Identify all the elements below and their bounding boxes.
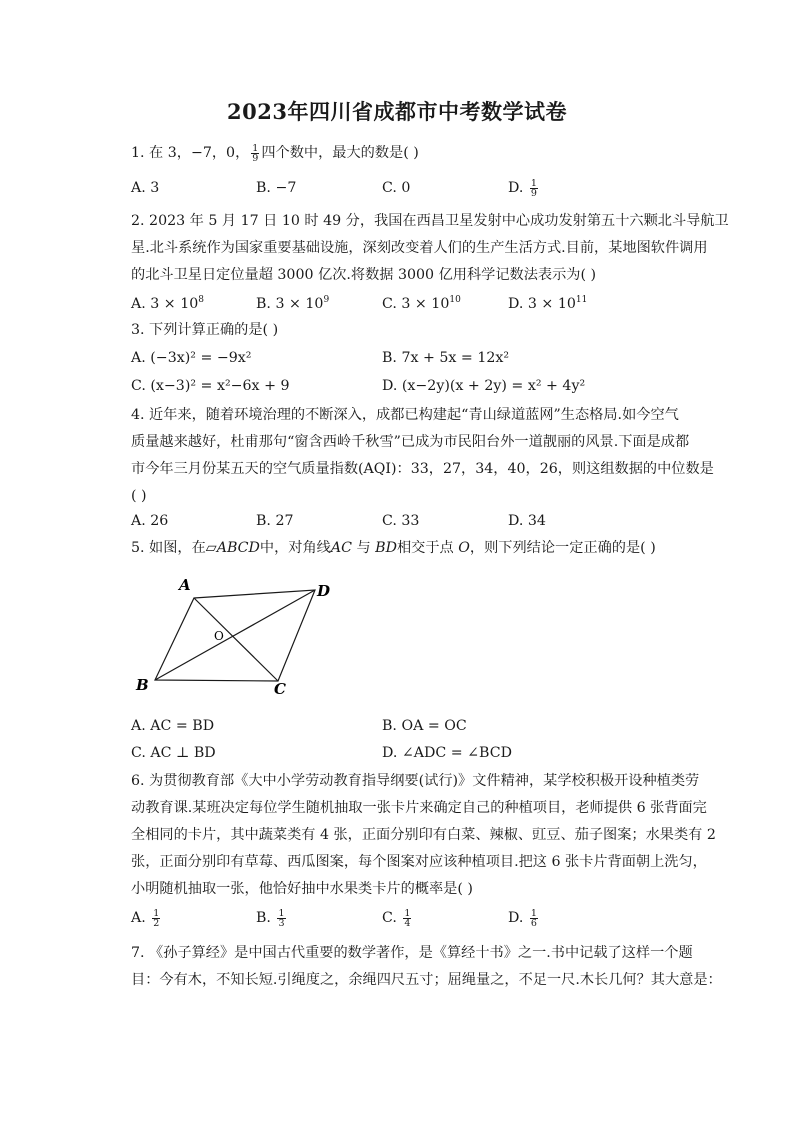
q6-b-num: 1 <box>278 907 285 919</box>
diagonal-bd <box>155 590 315 680</box>
q5-stem-post: ，则下列结论一定正确的是( ) <box>469 540 656 556</box>
q2-b-base: B. 3 × 10 <box>256 296 324 312</box>
q6-option-d <box>508 908 540 928</box>
vertex-label-b: B <box>136 676 149 694</box>
vertex-label-a: A <box>179 576 191 594</box>
q4-line-3: 市今年三月份某五天的空气质量指数(AQI)：33，27，34，40，26，则这组数据的中位数是 <box>131 461 714 477</box>
q1-option-d <box>508 178 540 198</box>
q2-option-c <box>382 294 461 314</box>
q6-c-pre: C. <box>382 910 402 926</box>
q6-a-num: 1 <box>153 907 160 919</box>
q4-line-4: ( ) <box>131 488 147 504</box>
q4-line-1: 4. 近年来，随着环境治理的不断深入，成都已构建起“青山绿道蓝网”生态格局.如今空气 <box>131 407 679 423</box>
q6-option-a <box>131 908 162 928</box>
q6-a-den: 2 <box>153 917 160 929</box>
vertex-label-d: D <box>317 582 331 600</box>
diagonal-ac <box>194 598 278 681</box>
q3-option-b: B. 7x + 5x = 12x² <box>382 350 510 366</box>
q7-line-1: 7. 《孙子算经》是中国古代重要的数学著作，是《算经十书》之一.书中记载了这样一个题 <box>131 945 693 961</box>
q2-c-exp: 10 <box>449 295 461 305</box>
q5-stem-mid1: 中，对角线 <box>259 540 331 556</box>
q6-c-den: 4 <box>404 917 411 929</box>
page-title: 2023年四川省成都市中考数学试卷 <box>227 99 567 124</box>
question-1-stem <box>131 143 419 163</box>
q6-a-pre: A. <box>131 910 151 926</box>
q5-option-c: C. AC ⊥ BD <box>131 745 216 761</box>
q6-option-c <box>382 908 413 928</box>
q6-line-4: 张，正面分别印有草莓、西瓜图案，每个图案对应该种植项目.把这 6 张卡片背面朝上洗匀， <box>131 854 707 870</box>
q5-stem <box>131 538 656 558</box>
q6-line-5: 小明随机抽取一张，他恰好抽中水果类卡片的概率是( ) <box>131 881 473 897</box>
q4-line-2: 质量越来越好，杜甫那句“窗含西岭千秋雪”已成为市民阳台外一道靓丽的风景.下面是成都 <box>131 434 690 450</box>
q1-option-b: B. −7 <box>256 180 297 196</box>
parallelogram-figure <box>130 570 340 700</box>
q2-option-b <box>256 294 329 314</box>
q2-a-exp: 8 <box>198 295 204 305</box>
q1-d-num: 1 <box>530 177 537 189</box>
q6-d-pre: D. <box>508 910 528 926</box>
q3-option-d: D. (x−2y)(x + 2y) = x² + 4y² <box>382 378 586 394</box>
q1-frac-num: 1 <box>252 142 259 154</box>
q6-d-den: 6 <box>530 917 537 929</box>
q2-b-exp: 9 <box>323 295 330 305</box>
q6-line-3: 全相同的卡片，其中蔬菜类有 4 张，正面分别印有白菜、辣椒、豇豆、茄子图案；水果类有 2 <box>131 827 716 843</box>
q6-d-fraction <box>530 909 538 928</box>
q2-line-1: 2. 2023 年 5 月 17 日 10 时 49 分，我国在西昌卫星发射中心成功发射第五十六颗北斗导航卫 <box>131 213 729 229</box>
q1-option-c: C. 0 <box>382 180 411 196</box>
q5-ac: AC <box>330 540 352 556</box>
q5-stem-pre: 5. 如图，在 <box>131 540 206 556</box>
q2-line-3: 的北斗卫星日定位量超 3000 亿次.将数据 3000 亿用科学记数法表示为( ) <box>131 267 597 283</box>
q1-d-fraction <box>530 179 538 198</box>
q2-option-a <box>131 294 204 314</box>
q5-bd: BD <box>375 540 397 556</box>
q4-option-d: D. 34 <box>508 513 546 529</box>
q5-stem-mid3: 相交于点 <box>396 540 454 556</box>
q4-option-b: B. 27 <box>256 513 294 529</box>
q5-option-b: B. OA = OC <box>382 718 467 734</box>
q6-c-num: 1 <box>404 907 411 919</box>
q1-frac-den: 9 <box>252 152 259 164</box>
q3-option-c: C. (x−3)² = x²−6x + 9 <box>131 378 290 394</box>
q5-option-d: D. ∠ADC = ∠BCD <box>382 745 512 761</box>
q5-option-a: A. AC = BD <box>131 718 215 734</box>
q6-c-fraction <box>403 909 411 928</box>
q2-line-2: 星.北斗系统作为国家重要基础设施，深刻改变着人们的生产生活方式.目前，某地图软件调用 <box>131 240 708 256</box>
q1-stem-post: 四个数中，最大的数是( ) <box>261 145 419 161</box>
q7-line-2: 目：今有木，不知长短.引绳度之，余绳四尺五寸；屈绳量之，不足一尺.木长几何？其大意是： <box>131 972 722 988</box>
q6-b-den: 3 <box>278 917 285 929</box>
q5-stem-shape: ▱ABCD <box>205 540 260 556</box>
q4-option-a: A. 26 <box>131 513 169 529</box>
q2-option-d <box>508 294 587 314</box>
q6-b-pre: B. <box>256 910 276 926</box>
vertex-label-c: C <box>274 680 286 698</box>
q2-d-base: D. 3 × 10 <box>508 296 576 312</box>
q4-option-c: C. 33 <box>382 513 420 529</box>
q1-d-den: 9 <box>530 187 537 199</box>
q6-d-num: 1 <box>530 907 537 919</box>
point-label-o: O <box>214 629 224 643</box>
q1-stem-pre: 1. 在 3，−7，0， <box>131 145 250 161</box>
q6-a-fraction <box>152 909 160 928</box>
q6-b-fraction <box>277 909 285 928</box>
q6-option-b <box>256 908 288 928</box>
q1-d-pre: D. <box>508 180 528 196</box>
q1-option-a: A. 3 <box>131 180 160 196</box>
q2-c-base: C. 3 × 10 <box>382 296 450 312</box>
q6-line-1: 6. 为贯彻教育部《大中小学劳动教育指导纲要(试行)》文件精神，某学校积极开设种植类劳 <box>131 773 700 789</box>
q2-d-exp: 11 <box>575 295 588 305</box>
q5-o: O <box>458 540 470 556</box>
q2-a-base: A. 3 × 10 <box>131 296 199 312</box>
q3-stem: 3. 下列计算正确的是( ) <box>131 322 279 338</box>
q1-fraction <box>251 144 259 163</box>
q5-stem-mid2: 与 <box>356 540 371 556</box>
q3-option-a: A. (−3x)² = −9x² <box>131 350 252 366</box>
q6-line-2: 动教育课.某班决定每位学生随机抽取一张卡片来确定自己的种植项目，老师提供 6 张背面完 <box>131 800 707 816</box>
